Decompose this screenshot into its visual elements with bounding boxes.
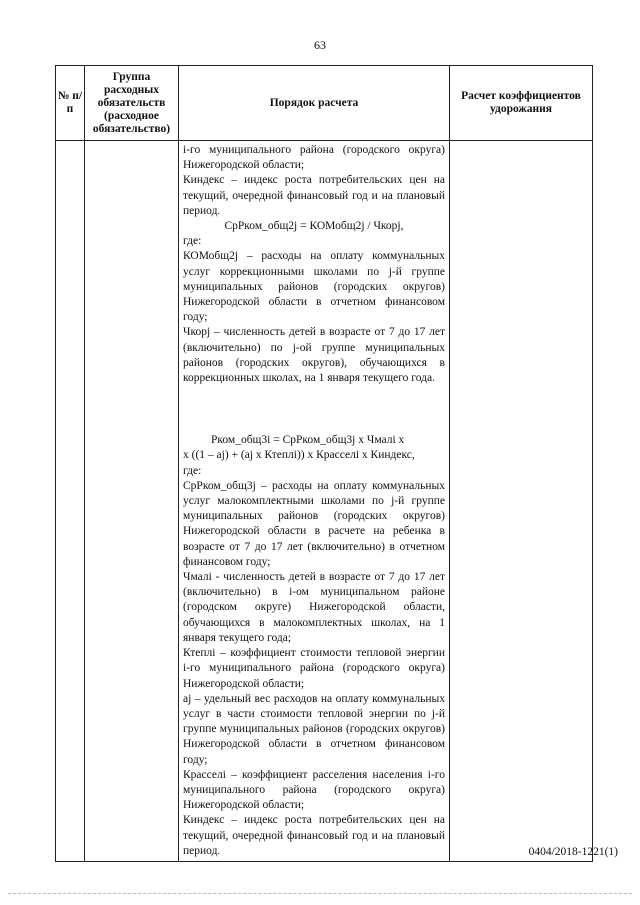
page-number: 63	[314, 38, 326, 52]
calculation-table	[55, 65, 593, 862]
scan-edge-divider	[8, 893, 632, 894]
header-coefficients: Расчет коэффициентов удорожания	[450, 66, 593, 141]
procedure-paragraph: Чмалi - численность детей в возрасте от 7 до 17 лет (включительно) в i-ом муниципальном районе (городском округе) Нижегородской области, обучающихся в малокомплектных школах, на 1 января текущего года;	[183, 571, 445, 644]
procedure-paragraph: Чкорj – численность детей в возрасте от 7 до 17 лет (включительно) по j-ой группе муниципальных районов (городских округов), обучающихся в коррекционных школах, на 1 января текущего года.	[183, 326, 445, 385]
header-procedure: Порядок расчета	[179, 66, 450, 141]
procedure-paragraph: Киндекс – индекс роста потребительских цен на текущий, очередной финансовый год и на плановый период.	[183, 174, 445, 217]
procedure-paragraph: КОМобщ2j – расходы на оплату коммунальных услуг коррекционными школами по j-й группе муниципальных районов (городских округов) Нижегородской области в отчетном финансовом году;	[183, 250, 445, 324]
procedure-paragraph: где:	[183, 464, 202, 477]
procedure-text	[183, 143, 445, 859]
procedure-paragraph: Красселi – коэффициент расселения населения i-го муниципального района (городского округа) Нижегородской области;	[183, 768, 445, 812]
procedure-paragraph: аj – удельный вес расходов на оплату коммунальных услуг в части стоимости тепловой энергии по j-й группе муниципальных районов (городских округов) Нижегородской области в отчетном финансовом году;	[183, 692, 445, 766]
procedure-paragraph: Рком_общ3i = СрРком_общ3j х Чмалi х	[211, 434, 405, 447]
header-number: № п/п	[56, 66, 85, 141]
procedure-paragraph: х ((1 – аj) + (аj х Ктеплi)) х Красселi х Киндекс,	[183, 449, 415, 462]
procedure-paragraph: Ктеплi – коэффициент стоимости тепловой энергии i-го муниципального района (городского округа) Нижегородской области;	[183, 647, 445, 690]
cell-number	[56, 141, 85, 862]
cell-group	[85, 141, 179, 862]
paragraph-gap	[183, 402, 445, 417]
table-body-row	[56, 141, 593, 862]
cell-coefficients	[450, 141, 593, 862]
procedure-paragraph: СрРком_общ2j = КОМобщ2j / Чкорj,	[224, 220, 404, 233]
procedure-paragraph: Киндекс – индекс роста потребительских цен на текущий, очередной финансовый год и на плановый период.	[183, 814, 445, 857]
procedure-paragraph: где:	[183, 235, 202, 248]
table-header-row	[56, 66, 593, 141]
procedure-paragraph: СрРком_общ3j – расходы на оплату коммунальных услуг малокомплектными школами по j-й группе муниципальных районов (городских округов) Нижегородской области в расчете на ребенка в возрасте от 7 до 17 лет (включительно) в отчетном финансовом году;	[183, 479, 445, 568]
cell-procedure	[179, 141, 450, 862]
header-group: Группа расходных обязательств (расходное обязательство)	[85, 66, 179, 141]
procedure-paragraph: i-го муниципального района (городского округа) Нижегородской области;	[183, 144, 445, 172]
document-code: 0404/2018-1221(1)	[528, 846, 618, 858]
